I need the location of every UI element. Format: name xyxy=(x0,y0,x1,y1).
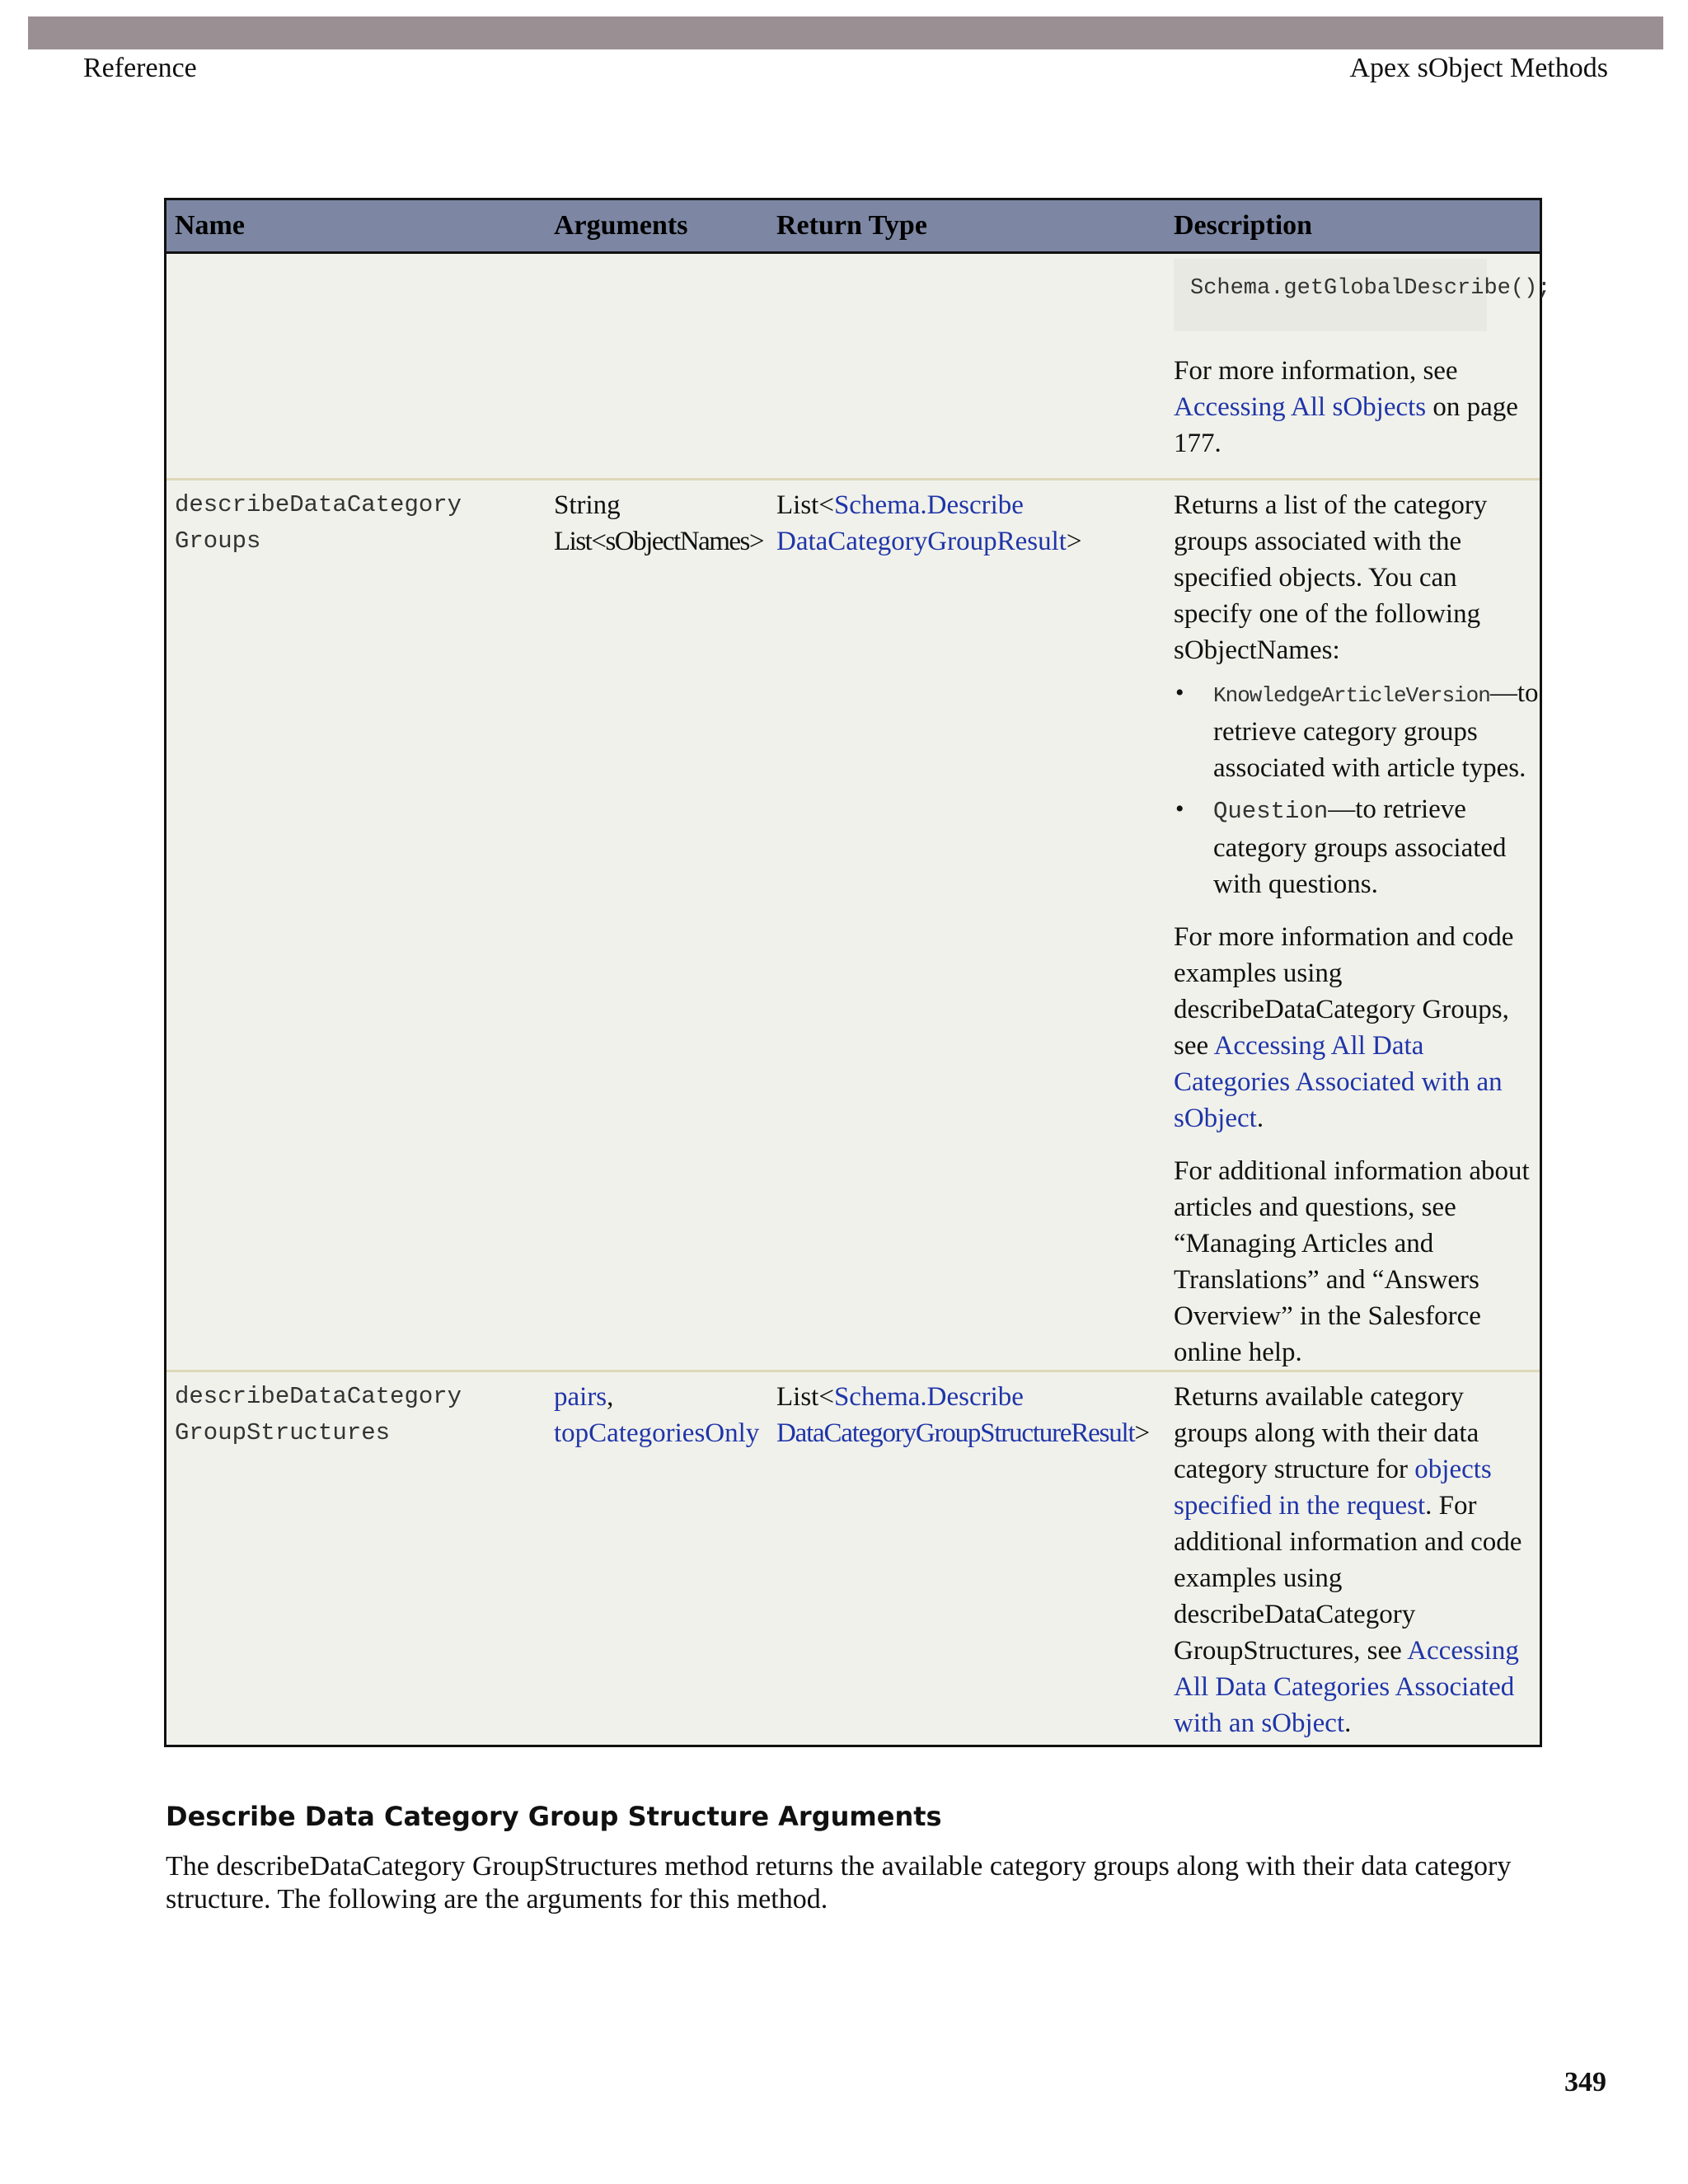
table-row xyxy=(166,480,1540,1372)
link-schema-describe[interactable]: Schema.Describe xyxy=(833,490,1024,520)
link-accessing-data-categories[interactable]: Accessing All Data Categories Associated with an sObject xyxy=(1174,1636,1519,1738)
section-body: The describeDataCategory GroupStructures method returns the available category groups along with their data category structure. The following are the arguments for this method. xyxy=(166,1851,1512,1915)
section-title: Describe Data Category Group Structure Arguments xyxy=(166,1801,942,1832)
bullet-icon: • xyxy=(1175,795,1184,823)
description-text: For additional information about articles and questions, see “Managing Articles and Translations” and “Answers Overview” in the Salesforce online help. xyxy=(1174,1156,1530,1367)
description-text: For more information, see Accessing All sObjects on page 177. xyxy=(1174,356,1518,458)
header-right: Apex sObject Methods xyxy=(1349,53,1608,83)
code-sample: Schema.getGlobalDescribe(); xyxy=(1174,259,1487,331)
link-datacategorygroupstructureresult[interactable]: DataCategoryGroupStructureResult xyxy=(776,1418,1135,1448)
link-pairs[interactable]: pairs xyxy=(554,1382,607,1412)
column-header-description: Description xyxy=(1174,210,1313,241)
arguments-cell: String List<sObjectNames> xyxy=(554,490,763,556)
list-item: • KnowledgeArticleVersion—to retrieve category groups associated with article types. xyxy=(1174,675,1540,786)
arguments-cell: pairs, topCategoriesOnly xyxy=(554,1382,760,1448)
description-text: For more information and code examples using describeDataCategory Groups, see Accessing All Data Categories Associated with an sObject. xyxy=(1174,922,1514,1133)
link-topcategoriesonly[interactable]: topCategoriesOnly xyxy=(554,1418,760,1448)
description-text: Returns available category groups along with their data category structure for objects specified in the request. For additional information and code examples using describeDataCategory GroupStructures, see Accessing All Data Categories Associated with an sObject. xyxy=(1174,1382,1522,1738)
method-name: describeDataCategory Groups xyxy=(175,491,462,555)
link-accessing-all-sobjects[interactable]: Accessing All sObjects xyxy=(1174,392,1427,422)
top-banner xyxy=(28,16,1663,49)
table-header xyxy=(166,200,1540,254)
table-row xyxy=(166,1372,1540,1745)
list-item: • Question—to retrieve category groups associated with questions. xyxy=(1174,791,1540,902)
link-objects-specified[interactable]: objects specified in the request xyxy=(1174,1455,1492,1521)
method-name: describeDataCategory GroupStructures xyxy=(175,1383,462,1446)
description-cell xyxy=(1174,254,1551,478)
column-header-name: Name xyxy=(175,210,245,241)
return-type-cell: List<Schema.Describe DataCategoryGroupStructureResult> xyxy=(776,1382,1149,1448)
return-type-cell: List<Schema.Describe DataCategoryGroupResult> xyxy=(776,490,1082,556)
column-header-return-type: Return Type xyxy=(776,210,927,241)
link-datacategorygroupresult[interactable]: DataCategoryGroupResult xyxy=(776,527,1067,556)
page-number: 349 xyxy=(1564,2067,1606,2097)
methods-table xyxy=(164,198,1551,1747)
link-schema-describe[interactable]: Schema.Describe xyxy=(833,1382,1024,1412)
bullet-icon: • xyxy=(1175,679,1184,706)
sobject-names-list xyxy=(1174,675,1540,902)
link-accessing-data-categories[interactable]: Accessing All Data Categories Associated with an sObject xyxy=(1174,1031,1503,1133)
description-cell xyxy=(1174,1379,1540,1745)
table-row xyxy=(166,254,1551,480)
description-cell: Returns a list of the category groups associated with the specified objects. You can specify one of the following sObjectNames: • KnowledgeArticleVersion—to retrieve category groups associated with article types. • Question—to retrieve category groups associated with questions. For more information and code examples using describeDataCategory Groups, see Accessing All Data Categories Associated with an sObject. For additional information about articles and questions, see “Managing Articles and Translations” and “Answers Overview” in the Salesforce online help. xyxy=(1174,487,1540,1370)
column-header-arguments: Arguments xyxy=(554,210,688,241)
header-left: Reference xyxy=(83,53,197,83)
